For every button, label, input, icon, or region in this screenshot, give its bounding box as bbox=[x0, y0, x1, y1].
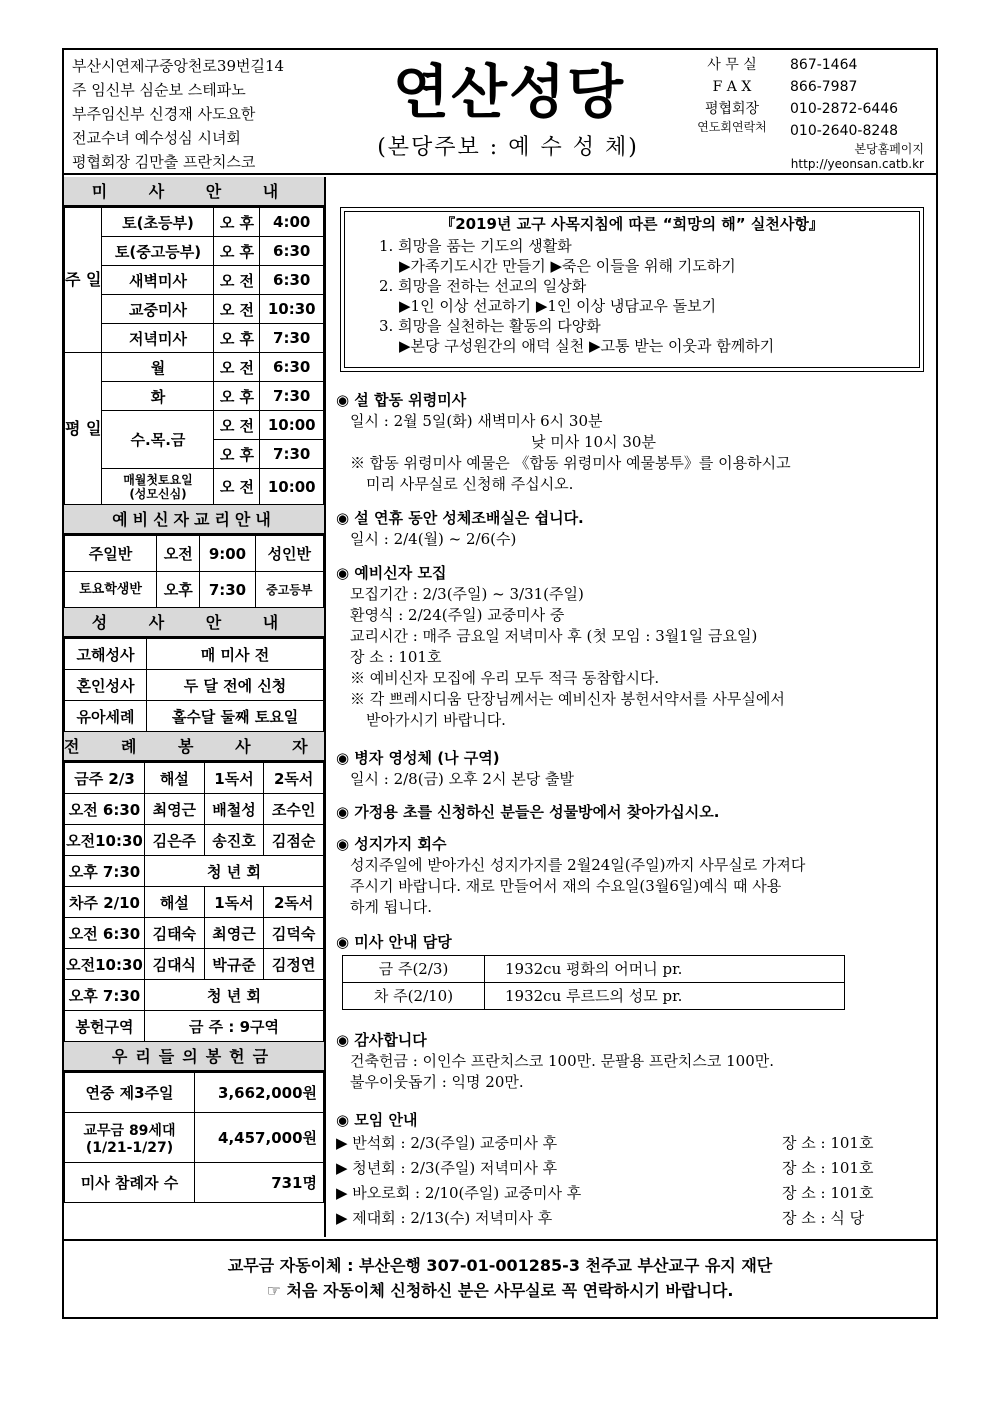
mass-ampm: 오 후 bbox=[214, 208, 260, 237]
notice-candles bbox=[336, 801, 932, 823]
mass-time: 7:30 bbox=[260, 382, 324, 411]
meeting-desc: ▶ 청년회 : 2/3(주일) 저녁미사 후 bbox=[336, 1159, 558, 1177]
table-cell: 9:00 bbox=[200, 536, 255, 572]
table-row bbox=[65, 639, 324, 670]
table-row bbox=[65, 411, 324, 440]
contact-funeral bbox=[684, 120, 932, 142]
mass-ampm: 오 전 bbox=[214, 469, 260, 505]
mass-ampm: 오 후 bbox=[214, 237, 260, 266]
table-cell: 김대식 bbox=[145, 949, 205, 980]
table-row bbox=[65, 237, 324, 266]
mass-section-title: 미 사 안 내 bbox=[64, 177, 324, 207]
meeting-place: 장 소 : 식 당 bbox=[782, 1209, 865, 1227]
notice-line: 장 소 : 101호 bbox=[350, 648, 442, 666]
table-cell: 오전 6:30 bbox=[65, 918, 145, 949]
mass-day-first-saturday bbox=[102, 469, 214, 505]
parish-address: 부산시연제구중앙천로39번길14 bbox=[72, 57, 285, 75]
pastoral-guideline-box bbox=[340, 207, 924, 372]
meeting-place: 장 소 : 101호 bbox=[782, 1184, 874, 1202]
contact-label: 사 무 실 bbox=[707, 57, 757, 73]
table-row bbox=[65, 382, 324, 411]
mass-day: 수.목.금 bbox=[102, 411, 214, 469]
guideline-subitem: ▶본당 구성원간의 애덕 실천 ▶고통 받는 이웃과 함께하기 bbox=[399, 337, 775, 355]
liturgy-section-title: 전 례 봉 사 자 bbox=[64, 732, 324, 762]
table-cell: 두 달 전에 신청 bbox=[147, 670, 324, 701]
assistant-pastor-line: 부주임신부 신경재 사도요한 bbox=[72, 105, 256, 123]
mass-ampm: 오 후 bbox=[214, 382, 260, 411]
table-row bbox=[65, 949, 324, 980]
mass-table bbox=[64, 207, 324, 505]
notice-title: ◉ 미사 안내 담당 bbox=[336, 933, 452, 951]
contact-label: 평협회장 bbox=[704, 101, 760, 117]
notice-line: 주시기 바랍니다. 재로 만들어서 재의 수요일(3월6일)예식 때 사용 bbox=[350, 877, 782, 895]
pastoral-guideline-inner bbox=[344, 211, 920, 368]
catechumen-table bbox=[64, 535, 324, 608]
guideline-item: 2. 희망을 전하는 선교의 일상화 bbox=[379, 277, 587, 295]
table-cell: 2독서 bbox=[264, 763, 324, 794]
homepage-link[interactable]: http://yeonsan.catb.kr bbox=[790, 157, 924, 171]
parish-info bbox=[72, 54, 322, 174]
notice-title: ◉ 가정용 초를 신청하신 분들은 성물방에서 찾아가십시오. bbox=[336, 803, 720, 821]
sisters-line: 전교수녀 예수성심 시녀회 bbox=[72, 129, 241, 147]
weekday-group-label: 평 일 bbox=[65, 353, 102, 505]
notice-title: ◉ 모임 안내 bbox=[336, 1111, 418, 1129]
contact-value: 866-7987 bbox=[790, 79, 858, 95]
table-row bbox=[65, 980, 324, 1011]
table-cell: 1독서 bbox=[204, 763, 264, 794]
table-cell: 오전 6:30 bbox=[65, 794, 145, 825]
table-row bbox=[343, 956, 845, 983]
table-cell: 4,457,000원 bbox=[195, 1113, 324, 1163]
guideline-subitem: ▶1인 이상 선교하기 ▶1인 이상 냉담교우 돌보기 bbox=[399, 297, 717, 315]
contact-value: 867-1464 bbox=[790, 57, 858, 73]
table-row bbox=[65, 825, 324, 856]
offering-table bbox=[64, 1072, 324, 1203]
table-cell: 청 년 회 bbox=[145, 980, 324, 1011]
table-row bbox=[65, 794, 324, 825]
table-cell: 해설 bbox=[145, 763, 205, 794]
mass-ampm: 오 후 bbox=[214, 440, 260, 469]
bulletin-page bbox=[62, 48, 938, 1319]
table-cell bbox=[65, 1113, 195, 1163]
table-cell: 주일반 bbox=[65, 536, 157, 572]
notice-thanks bbox=[336, 1029, 932, 1093]
notice-mass-guide-duty bbox=[336, 931, 932, 1010]
notice-line: 일시 : 2/8(금) 오후 2시 본당 출발 bbox=[350, 770, 574, 788]
contact-value: 010-2640-8248 bbox=[790, 123, 899, 139]
table-cell: 7:30 bbox=[200, 572, 255, 608]
table-cell: 오후 7:30 bbox=[65, 980, 145, 1011]
mass-ampm: 오 전 bbox=[214, 295, 260, 324]
contact-label: 연도회연락처 bbox=[697, 120, 767, 134]
table-cell: 1독서 bbox=[204, 887, 264, 918]
liturgy-table bbox=[64, 762, 324, 1042]
council-president-line: 평협회장 김만출 프란치스코 bbox=[72, 153, 256, 171]
pastor-line: 주 임신부 심순보 스테파노 bbox=[72, 81, 246, 99]
mass-guide-table bbox=[342, 955, 845, 1010]
table-row bbox=[65, 536, 324, 572]
mass-time: 6:30 bbox=[260, 266, 324, 295]
table-cell: 1932cu 평화의 어머니 pr. bbox=[485, 956, 845, 983]
table-cell: 해설 bbox=[145, 887, 205, 918]
table-row bbox=[65, 208, 324, 237]
table-row bbox=[65, 763, 324, 794]
table-row bbox=[65, 266, 324, 295]
notice-line: 낮 미사 10시 30분 bbox=[531, 433, 656, 451]
parish-title: 연산성당 bbox=[392, 58, 626, 126]
mass-ampm: 오 전 bbox=[214, 411, 260, 440]
table-cell: 유아세례 bbox=[65, 701, 147, 732]
table-cell: 1932cu 루르드의 성모 pr. bbox=[485, 983, 845, 1010]
mass-time: 7:30 bbox=[260, 324, 324, 353]
table-cell: 금 주 : 9구역 bbox=[145, 1011, 324, 1042]
guideline-subitem: ▶가족기도시간 만들기 ▶죽은 이들을 위해 기도하기 bbox=[399, 257, 736, 275]
contact-list bbox=[684, 54, 932, 142]
table-cell: 김덕숙 bbox=[264, 918, 324, 949]
table-cell: 김은주 bbox=[145, 825, 205, 856]
meeting-desc: ▶ 반석회 : 2/3(주일) 교중미사 후 bbox=[336, 1134, 558, 1152]
table-cell: 김태숙 bbox=[145, 918, 205, 949]
mass-time: 10:00 bbox=[260, 411, 324, 440]
notice-line: 불우이웃돕기 : 익명 20만. bbox=[350, 1073, 524, 1091]
table-row bbox=[65, 887, 324, 918]
offering-label-line: (1/21-1/27) bbox=[85, 1139, 174, 1156]
table-cell: 차주 2/10 bbox=[65, 887, 145, 918]
table-row bbox=[65, 353, 324, 382]
notice-line: 받아가시기 바랍니다. bbox=[366, 711, 506, 729]
contact-fax bbox=[684, 76, 932, 98]
table-row bbox=[65, 295, 324, 324]
notice-catechumen-recruit bbox=[336, 562, 932, 731]
meeting-desc: ▶ 바오로회 : 2/10(주일) 교중미사 후 bbox=[336, 1184, 582, 1202]
table-cell: 금 주(2/3) bbox=[343, 956, 485, 983]
mass-time: 6:30 bbox=[260, 353, 324, 382]
mass-day: 월 bbox=[102, 353, 214, 382]
right-column bbox=[328, 177, 936, 1237]
table-cell: 3,662,000원 bbox=[195, 1073, 324, 1113]
table-cell: 고해성사 bbox=[65, 639, 147, 670]
table-cell: 오전 bbox=[157, 536, 200, 572]
notice-title: ◉ 병자 영성체 (나 구역) bbox=[336, 749, 500, 767]
table-cell: 홀수달 둘째 토요일 bbox=[147, 701, 324, 732]
auto-transfer-note: ☞ 처음 자동이체 신청하신 분은 사무실로 꼭 연락하시기 바랍니다. bbox=[266, 1281, 734, 1300]
guideline-item: 1. 희망을 품는 기도의 생활화 bbox=[379, 237, 572, 255]
table-cell: 차 주(2/10) bbox=[343, 983, 485, 1010]
table-cell: 김정연 bbox=[264, 949, 324, 980]
notice-line: 교리시간 : 매주 금요일 저녁미사 후 (첫 모임 : 3월1일 금요일) bbox=[350, 627, 758, 645]
notice-line: 일시 : 2월 5일(화) 새벽미사 6시 30분 bbox=[350, 412, 603, 430]
notice-line: 성지주일에 받아가신 성지가지를 2월24일(주일)까지 사무실로 가져다 bbox=[350, 856, 806, 874]
left-column bbox=[64, 177, 326, 1237]
table-cell: 토요학생반 bbox=[65, 572, 157, 608]
notice-line: 하게 됩니다. bbox=[350, 898, 432, 916]
table-cell: 오전10:30 bbox=[65, 825, 145, 856]
table-row bbox=[65, 324, 324, 353]
notice-line: 모집기간 : 2/3(주일) ~ 3/31(주일) bbox=[350, 585, 584, 603]
mass-day: 토(중고등부) bbox=[102, 237, 214, 266]
notice-title: ◉ 성지가지 회수 bbox=[336, 835, 447, 853]
mass-day: 저녁미사 bbox=[102, 324, 214, 353]
homepage bbox=[684, 142, 936, 172]
notice-title: ◉ 설 합동 위령미사 bbox=[336, 391, 467, 409]
mass-day-line: 매월첫토요일 bbox=[123, 472, 193, 487]
auto-transfer-info: 교무금 자동이체 : 부산은행 307-01-001285-3 천주교 부산교구 유지 재단 bbox=[227, 1256, 773, 1275]
mass-ampm: 오 후 bbox=[214, 324, 260, 353]
table-cell: 연중 제3주일 bbox=[65, 1073, 195, 1113]
table-row bbox=[65, 670, 324, 701]
table-cell: 오후 7:30 bbox=[65, 856, 145, 887]
notice-line: ※ 각 쁘레시디움 단장님께서는 예비신자 봉헌서약서를 사무실에서 bbox=[350, 690, 785, 708]
notice-title: ◉ 설 연휴 동안 성체조배실은 쉽니다. bbox=[336, 509, 584, 527]
notice-meetings bbox=[336, 1109, 932, 1231]
bulletin-header bbox=[64, 50, 936, 175]
mass-time: 4:00 bbox=[260, 208, 324, 237]
sacrament-table bbox=[64, 638, 324, 732]
table-cell: 매 미사 전 bbox=[147, 639, 324, 670]
notice-line: ※ 합동 위령미사 예물은 《합동 위령미사 예물봉투》를 이용하시고 bbox=[350, 454, 791, 472]
guideline-item: 3. 희망을 실천하는 활동의 다양화 bbox=[379, 317, 601, 335]
notice-line: ※ 예비신자 모집에 우리 모두 적극 동참합시다. bbox=[350, 669, 660, 687]
notice-title: ◉ 예비신자 모집 bbox=[336, 564, 447, 582]
table-row bbox=[65, 856, 324, 887]
table-cell: 송진호 bbox=[204, 825, 264, 856]
parish-subtitle: (본당주보 : 예 수 성 체) bbox=[377, 135, 639, 160]
mass-day: 토(초등부) bbox=[102, 208, 214, 237]
list-item bbox=[336, 1206, 932, 1231]
mass-time: 6:30 bbox=[260, 237, 324, 266]
table-row bbox=[65, 1163, 324, 1203]
meeting-place: 장 소 : 101호 bbox=[782, 1134, 874, 1152]
notice-line: 환영식 : 2/24(주일) 교중미사 중 bbox=[350, 606, 565, 624]
list-item bbox=[336, 1156, 932, 1181]
table-row bbox=[65, 1011, 324, 1042]
table-row bbox=[65, 1113, 324, 1163]
sacrament-section-title: 성 사 안 내 bbox=[64, 608, 324, 638]
table-cell: 오전10:30 bbox=[65, 949, 145, 980]
table-cell: 조수인 bbox=[264, 794, 324, 825]
table-cell: 중고등부 bbox=[255, 572, 323, 608]
table-cell: 미사 참례자 수 bbox=[65, 1163, 195, 1203]
table-cell: 오후 bbox=[157, 572, 200, 608]
notice-line: 일시 : 2/4(월) ~ 2/6(수) bbox=[350, 530, 517, 548]
table-row bbox=[65, 918, 324, 949]
contact-label: F A X bbox=[712, 79, 752, 95]
mass-time: 10:30 bbox=[260, 295, 324, 324]
table-cell: 봉헌구역 bbox=[65, 1011, 145, 1042]
table-row bbox=[65, 572, 324, 608]
list-item bbox=[336, 1181, 932, 1206]
table-cell: 박규준 bbox=[204, 949, 264, 980]
meeting-desc: ▶ 제대회 : 2/13(수) 저녁미사 후 bbox=[336, 1209, 553, 1227]
table-cell: 김점순 bbox=[264, 825, 324, 856]
table-cell: 성인반 bbox=[255, 536, 323, 572]
table-cell: 최영근 bbox=[204, 918, 264, 949]
table-cell: 2독서 bbox=[264, 887, 324, 918]
notice-sick-communion bbox=[336, 747, 932, 790]
mass-day: 화 bbox=[102, 382, 214, 411]
sunday-group-label: 주 일 bbox=[65, 208, 102, 353]
notice-line: 건축헌금 : 이인수 프란치스코 100만. 문팔용 프란치스코 100만. bbox=[350, 1052, 775, 1070]
mass-time: 10:00 bbox=[260, 469, 324, 505]
table-cell: 배철성 bbox=[204, 794, 264, 825]
contact-office bbox=[684, 54, 932, 76]
list-item bbox=[336, 1131, 932, 1156]
catechumen-section-title: 예비신자교리안내 bbox=[64, 505, 324, 535]
table-cell: 최영근 bbox=[145, 794, 205, 825]
table-row bbox=[65, 701, 324, 732]
table-row bbox=[65, 469, 324, 505]
homepage-label: 본당홈페이지 bbox=[854, 142, 924, 156]
bulletin-footer bbox=[64, 1239, 936, 1317]
table-cell: 혼인성사 bbox=[65, 670, 147, 701]
notice-palm-branches bbox=[336, 833, 932, 918]
mass-day: 새벽미사 bbox=[102, 266, 214, 295]
table-row bbox=[65, 1073, 324, 1113]
notice-memorial-mass bbox=[336, 389, 932, 495]
mass-time: 7:30 bbox=[260, 440, 324, 469]
table-row bbox=[343, 983, 845, 1010]
offering-section-title: 우리들의봉헌금 bbox=[64, 1042, 324, 1072]
offering-label-line: 교무금 89세대 bbox=[83, 1122, 176, 1139]
contact-value: 010-2872-6446 bbox=[790, 101, 899, 117]
notice-adoration-closed bbox=[336, 507, 932, 550]
contact-council bbox=[684, 98, 932, 120]
table-cell: 청 년 회 bbox=[145, 856, 324, 887]
notice-title: ◉ 감사합니다 bbox=[336, 1031, 427, 1049]
mass-ampm: 오 전 bbox=[214, 353, 260, 382]
meeting-place: 장 소 : 101호 bbox=[782, 1159, 874, 1177]
notice-line: 미리 사무실로 신청해 주십시오. bbox=[366, 475, 574, 493]
mass-ampm: 오 전 bbox=[214, 266, 260, 295]
mass-day: 교중미사 bbox=[102, 295, 214, 324]
table-cell: 금주 2/3 bbox=[65, 763, 145, 794]
pastoral-guideline-title: 『2019년 교구 사목지침에 따른 “희망의 해” 실천사항』 bbox=[440, 215, 824, 233]
mass-day-line: (성모신심) bbox=[129, 486, 187, 501]
table-cell: 731명 bbox=[195, 1163, 324, 1203]
